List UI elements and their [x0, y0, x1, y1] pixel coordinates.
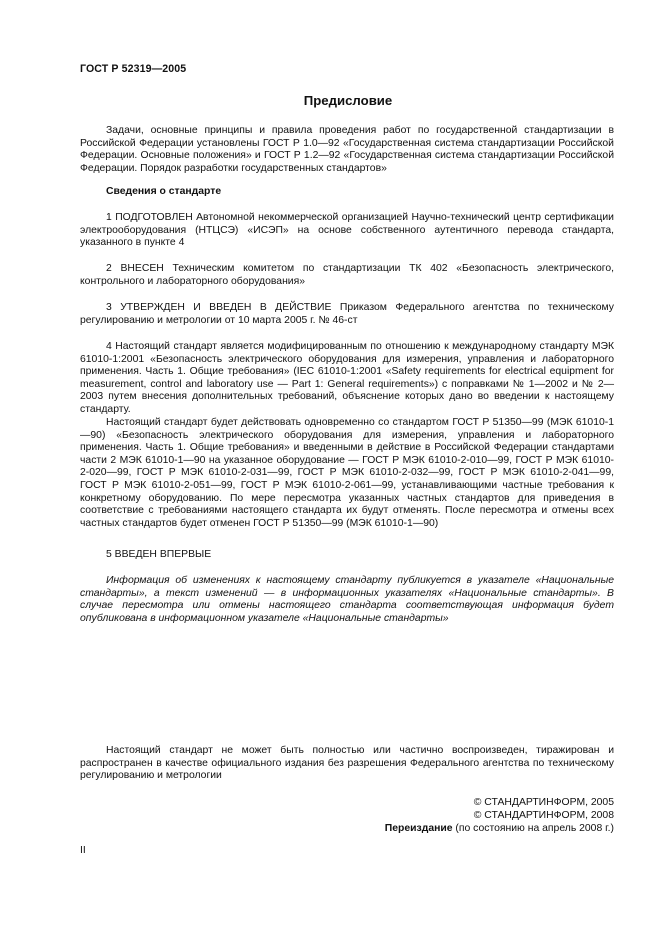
intro-paragraph: Задачи, основные принципы и правила проведения работ по государственной стандартизации в Российской Федерации установлены ГОСТ Р 1.0—92 «Государственная система стандартизации Российской Федерации. Основные положения» и ГОСТ Р 1.2—92 «Государственная система стандартизации Российской Федерации. Порядок разработки государственных стандартов»: [80, 125, 614, 174]
document-header-id: ГОСТ Р 52319—2005: [80, 63, 187, 75]
changes-info-note: Информация об изменениях к настоящему стандарту публикуется в указателе «Национальные стандарты», а текст изменений — в информационных указателях «Национальные стандарты». В случае пересмотра или отмены настоящего стандарта соответствующая информация будет опубликована в информационном указателе «Национальные стандарты»: [80, 575, 614, 624]
item-2-paragraph: 2 ВНЕСЕН Техническим комитетом по стандартизации ТК 402 «Безопасность электрического, контрольного и лабораторного оборудования»: [80, 263, 614, 287]
reissue-note: (по состоянию на апрель 2008 г.): [452, 823, 614, 834]
copyright-notice-paragraph: Настоящий стандарт не может быть полностью или частично воспроизведен, тиражирован и распространен в качестве официального издания без разрешения Федерального агентства по техническому регулированию и метрологии: [80, 745, 614, 782]
item-5-paragraph: 5 ВВЕДЕН ВПЕРВЫЕ: [106, 549, 212, 560]
item-3-paragraph: 3 УТВЕРЖДЕН И ВВЕДЕН В ДЕЙСТВИЕ Приказом Федерального агентства по техническому регулированию и метрологии от 10 марта 2005 г. № 46-ст: [80, 302, 614, 326]
item-4-paragraph: 4 Настоящий стандарт является модифицированным по отношению к международному стандарту МЭК 61010-1:2001 «Безопасность электрического оборудования для измерения, управления и лабораторного применения. Часть 1. Общие требования» (IEC 61010-1:2001 «Safety requirements for electrical equipment for measurement, control and laboratory use — Part 1: General requirements») с поправками № 1—2002 и № 2—2003 путем внесения дополнительных требований, объяснение которых дано во введении к настоящему стандарту.: [80, 341, 614, 415]
page-number: II: [80, 845, 86, 856]
reissue-line: [214, 823, 614, 836]
copyright-line-2008: © СТАНДАРТИНФОРМ, 2008: [473, 810, 614, 821]
item-4-continuation-paragraph: Настоящий стандарт будет действовать одновременно со стандартом ГОСТ Р 51350—99 (МЭК 61010-1—90) «Безопасность электрического оборудования для измерения, управления и лабораторного применения. Часть 1. Общие требования» и введенными в действие в Российской Федерации стандартами части 2 МЭК 61010-1—90 на указанное оборудование — ГОСТ Р МЭК 61010-2-010—99, ГОСТ Р МЭК 61010-2-020—99, ГОСТ Р МЭК 61010-2-031—99, ГОСТ Р МЭК 61010-2-032—99, ГОСТ Р МЭК 61010-2-041—99, ГОСТ Р МЭК 61010-2-051—99, ГОСТ Р МЭК 61010-2-061—99, устанавливающими частные требования к конкретному оборудованию. По мере пересмотра указанных частных стандартов для приведения в соответствие с требованиями настоящего стандарта их будут отменять. После пересмотра и отмены всех частных стандартов будет отменен ГОСТ Р 51350—99 (МЭК 61010-1—90): [80, 417, 614, 529]
section-heading: Сведения о стандарте: [106, 186, 222, 197]
copyright-line-2005: © СТАНДАРТИНФОРМ, 2005: [473, 797, 614, 808]
page-title: Предисловие: [303, 93, 393, 108]
item-1-paragraph: 1 ПОДГОТОВЛЕН Автономной некоммерческой организацией Научно-технический центр сертификации электрооборудования (НТЦСЭ) «ИСЭП» на основе собственного аутентичного перевода стандарта, указанного в пункте 4: [80, 212, 614, 249]
reissue-label: Переиздание: [384, 823, 453, 834]
